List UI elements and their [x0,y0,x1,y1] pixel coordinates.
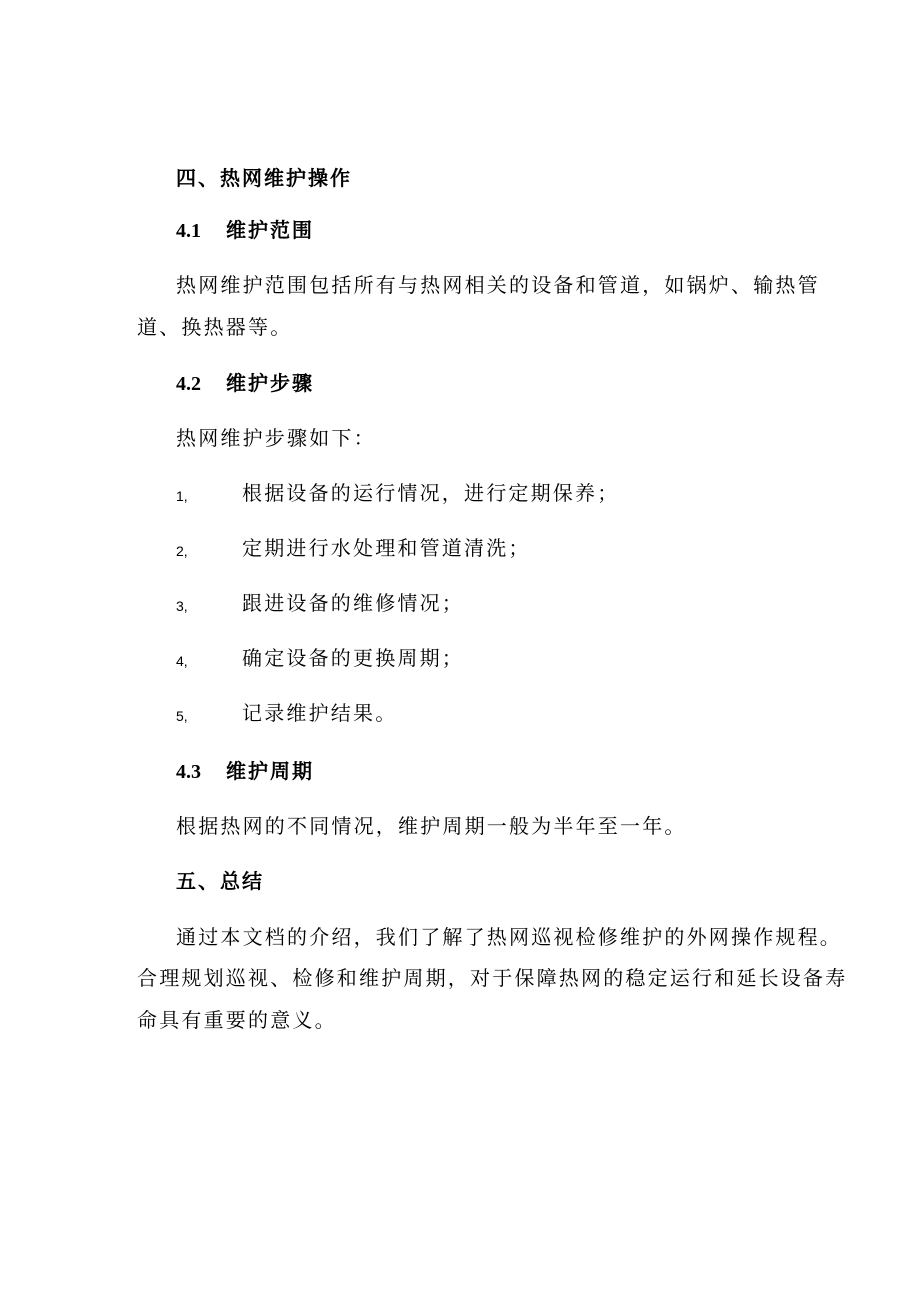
list-item-number: 1, [176,488,188,504]
list-item-text: 根据设备的运行情况，进行定期保养； [242,481,620,505]
subsection-4-1-number: 4.1 [176,220,201,242]
subsection-4-1-title: 维护范围 [226,218,314,242]
subsection-4-3-title: 维护周期 [226,759,314,783]
list-item-number: 4, [176,653,188,669]
list-item-number: 2, [176,543,188,559]
list-item-number: 5, [176,708,188,724]
list-item-text: 确定设备的更换周期； [242,646,464,670]
summary-line2: 合理规划巡视、检修和维护周期，对于保障热网的稳定运行和延长设备寿 [137,966,848,990]
summary-line1: 通过本文档的介绍，我们了解了热网巡视检修维护的外网操作规程。 [176,925,842,949]
subsection-4-1-heading [176,218,314,243]
subsection-4-3-heading [176,759,314,784]
section4-title: 四、热网维护操作 [176,166,352,190]
paragraph-4-1-line2: 道、换热器等。 [137,315,293,339]
subsection-4-2-number: 4.2 [176,373,201,395]
steps-intro: 热网维护步骤如下： [176,426,376,450]
list-item-text: 定期进行水处理和管道清洗； [242,536,531,560]
subsection-4-2-title: 维护步骤 [226,371,314,395]
list-item-number: 3, [176,598,188,614]
paragraph-4-1-line1: 热网维护范围包括所有与热网相关的设备和管道，如锅炉、输热管 [176,273,820,297]
list-item-text: 跟进设备的维修情况； [242,591,464,615]
subsection-4-2-heading [176,371,314,396]
paragraph-4-3: 根据热网的不同情况，维护周期一般为半年至一年。 [176,814,687,838]
summary-line3: 命具有重要的意义。 [137,1008,337,1032]
list-item-text: 记录维护结果。 [242,701,398,725]
subsection-4-3-number: 4.3 [176,761,201,783]
section5-title: 五、总结 [176,869,264,893]
